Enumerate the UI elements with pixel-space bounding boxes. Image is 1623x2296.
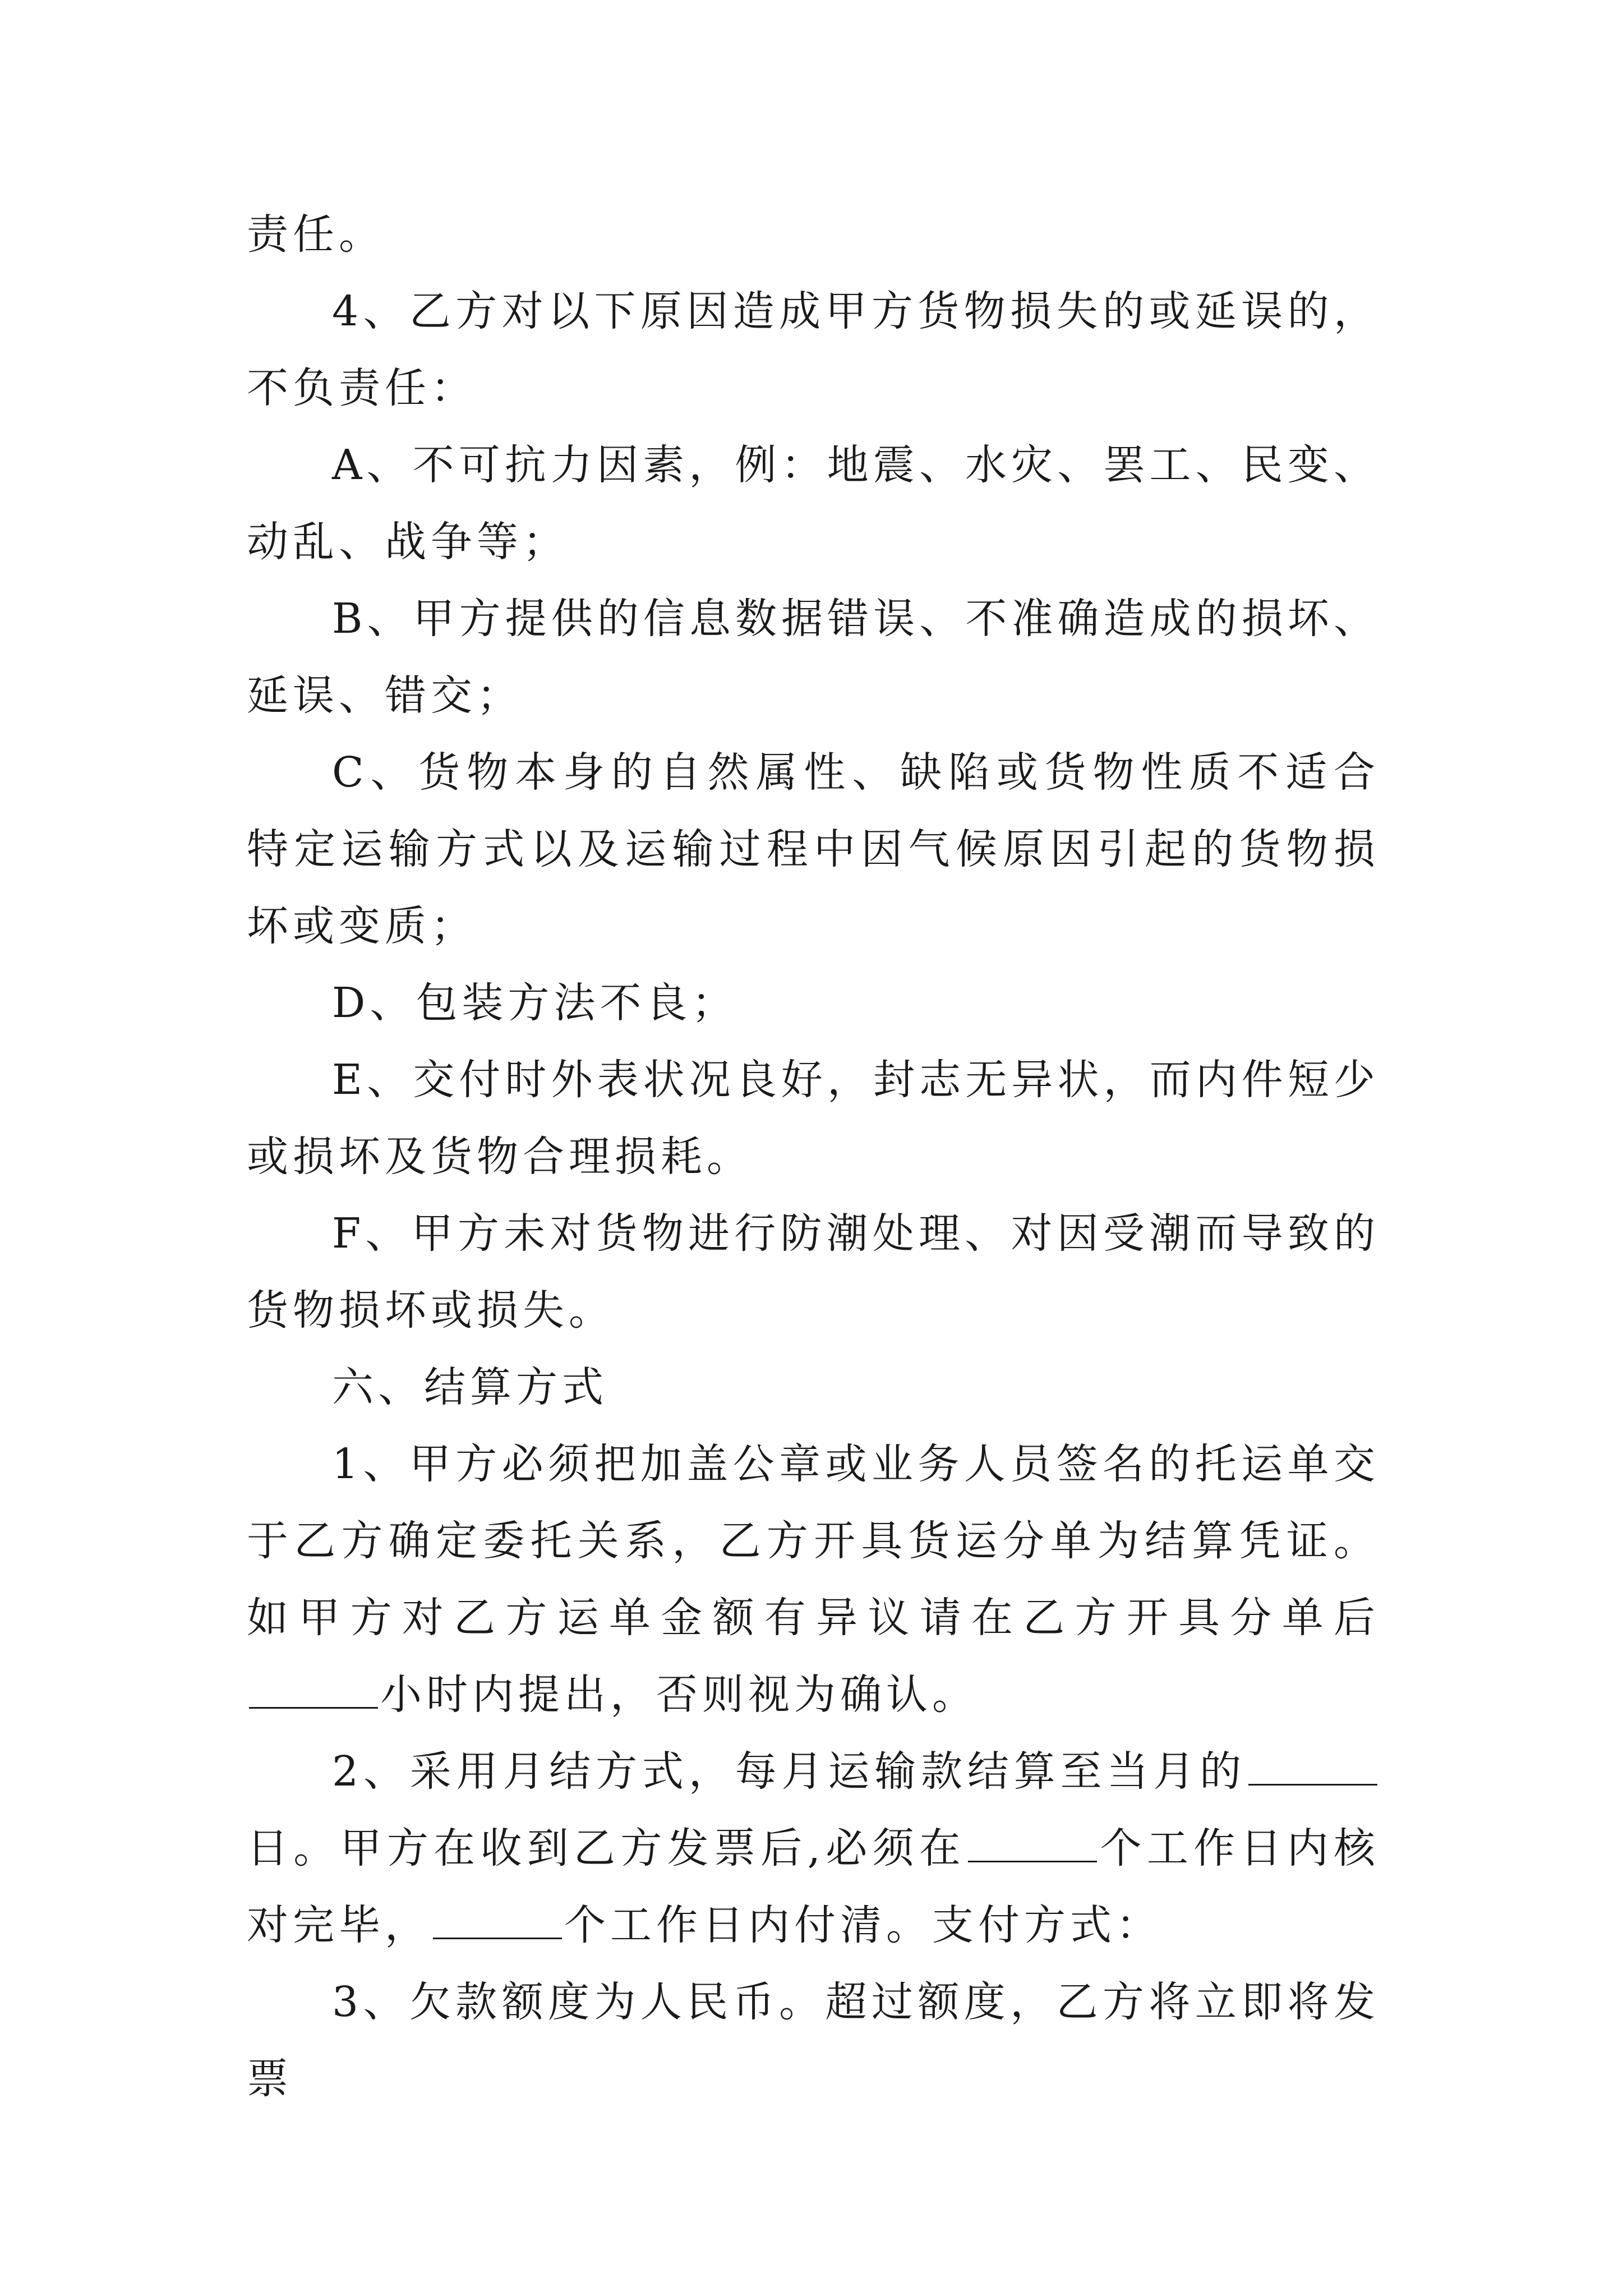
clause-4-item-e: E、交付时外表状况良好，封志无异状，而内件短少或损坏及货物合理损耗。 [247, 1056, 1380, 1181]
paragraph-continuation: 责任。 [247, 210, 385, 259]
clause-4-item-d: D、包装方法不良； [332, 979, 738, 1027]
settlement-clause-3: 3、欠款额度为人民币。超过额度，乙方将立即将发票 [247, 1978, 1380, 2103]
section-heading-settlement: 六、结算方式 [332, 1363, 608, 1411]
clause-4-item-f: F、甲方未对货物进行防潮处理、对因受潮而导致的货物损坏或损失。 [247, 1209, 1380, 1335]
clause-4-item-b: B、甲方提供的信息数据错误、不准确造成的损坏、延误、错交； [247, 595, 1380, 720]
clause-4-item-c: C、货物本身的自然属性、缺陷或货物性质不适合特定运输方式以及运输过程中因气候原因引起的货物损坏或变质； [247, 748, 1380, 950]
settlement-clause-2-text-c: 个工作日内核对完毕， [247, 1824, 1380, 1949]
settlement-clause-1-text-a: 1、甲方必须把加盖公章或业务人员签名的托运单交于乙方确定委托关系，乙方开具货运分单为结算凭证。如甲方对乙方运单金额有异议请在乙方开具分单后 [247, 1440, 1380, 1642]
settlement-clause-2-text-b: 日。甲方在收到乙方发票后,必须在 [247, 1824, 966, 1872]
settlement-clause-2-text-a: 2、采用月结方式，每月运输款结算至当月的 [332, 1747, 1246, 1796]
settlement-clause-2-text-d: 个工作日内付清。支付方式： [564, 1901, 1162, 1949]
settlement-clause-2 [247, 1733, 1380, 1964]
clause-4: 4、乙方对以下原因造成甲方货物损失的或延误的，不负责任： [247, 287, 1380, 412]
blank-hours-field [249, 1665, 378, 1709]
blank-day-field [1248, 1742, 1377, 1786]
blank-verify-days-field [968, 1819, 1097, 1862]
document-body [247, 196, 1380, 2118]
settlement-clause-1-text-b: 小时内提出，否则视为确认。 [380, 1671, 978, 1719]
clause-4-item-a: A、不可抗力因素，例：地震、水灾、罢工、民变、动乱、战争等； [247, 441, 1380, 566]
blank-pay-days-field [433, 1896, 562, 1939]
settlement-clause-1 [247, 1426, 1380, 1733]
